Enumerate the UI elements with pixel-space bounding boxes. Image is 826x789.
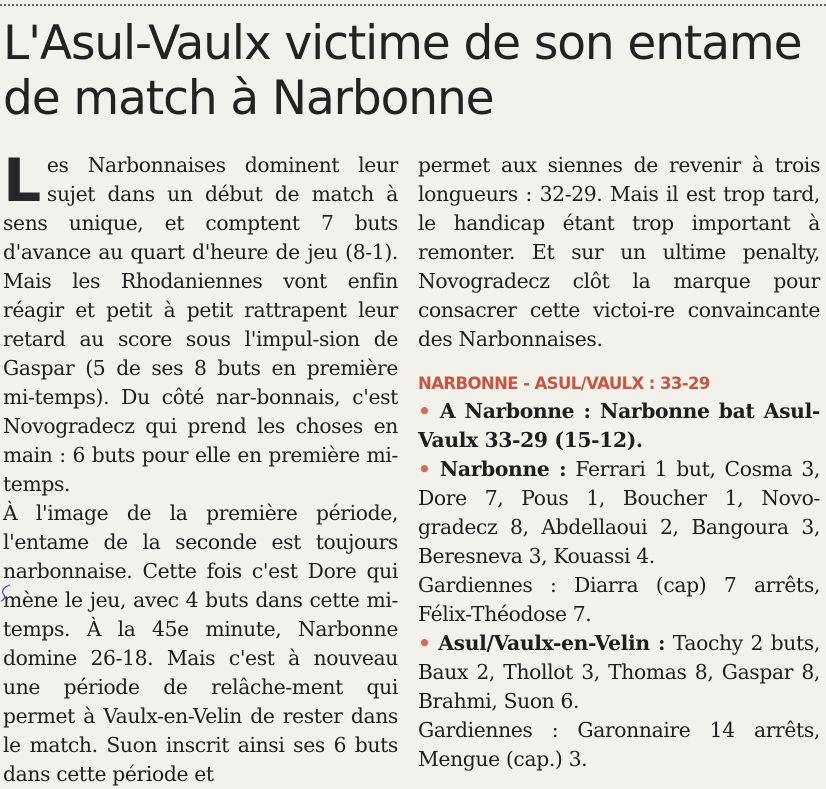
narbonne-team-label: Narbonne : [439,457,567,481]
asul-lineup [418,629,820,716]
narbonne-lineup [418,455,820,571]
match-score-heading: NARBONNE - ASUL/VAULX : 33-29 [418,374,710,393]
pen-mark-icon [0,584,12,602]
drop-cap: L [3,146,41,216]
article-right-column [418,151,820,774]
top-dotted-border [0,4,826,6]
narbonne-goalkeepers: Gardiennes : Diarra (cap) 7 arrêts, Félix-Théodose 7. [418,573,820,626]
bullet-icon: • [418,399,431,423]
asul-team-label: Asul/Vaulx-en-Velin : [438,631,666,655]
match-result-text: A Narbonne : Narbonne bat Asul-Vaulx 33-29 (15-12). [418,399,820,452]
paragraph-1-text: es Narbonnaises dominent leur sujet dans un début de match à sens unique, et comptent 7 buts d'avance au quart d'heure de jeu (8-1). Mais les Rhodaniennes vont enfin réagir et petit à petit rattrapent leur retard au score sous l'impul-sion de Gaspar (5 de ses 8 buts en première mi-temps). Du côté nar-bonnais, c'est Novogradecz qui prend les choses en main : 6 buts pour elle en première mi-temps. [3,153,398,496]
bullet-icon: • [418,631,431,655]
bullet-icon: • [418,457,431,481]
match-result-line [418,397,820,455]
article-left-column [3,146,398,789]
article-headline: L'Asul-Vaulx victime de son entame de match à Narbonne [3,16,802,126]
article-paragraph-continued: permet aux siennes de revenir à trois longueurs : 32-29. Mais il est trop tard, le handicap étant trop important à remonter. Et sur un ultime penalty, Novogradecz clôt la marque pour consacrer cette victoi-re convaincante des Narbonnaises. [418,153,820,351]
article-paragraph-2: À l'image de la première période, l'entame de la seconde est toujours narbonnaise. Cette fois c'est Dore qui mène le jeu, avec 4 buts dans cette mi-temps. À la 45e minute, Narbonne domine 26-18. Mais c'est à nouveau une période de relâche-ment qui permet à Vaulx-en-Velin de rester dans le match. Suon inscrit ainsi ses 6 buts dans cette période et [3,501,398,786]
narbonne-players: Ferrari 1 but, Cosma 3, Dore 7, Pous 1, Boucher 1, Novo-gradecz 8, Abdellaoui 2, Bangoura 3, Beresneva 3, Kouassi 4. [418,457,820,568]
asul-goalkeepers: Gardiennes : Garonnaire 14 arrêts, Mengue (cap.) 3. [418,718,820,771]
article-paragraph-1 [3,146,398,499]
asul-players: Taochy 2 buts, Baux 2, Thollot 3, Thomas 8, Gaspar 8, Brahmi, Suon 6. [418,631,820,713]
